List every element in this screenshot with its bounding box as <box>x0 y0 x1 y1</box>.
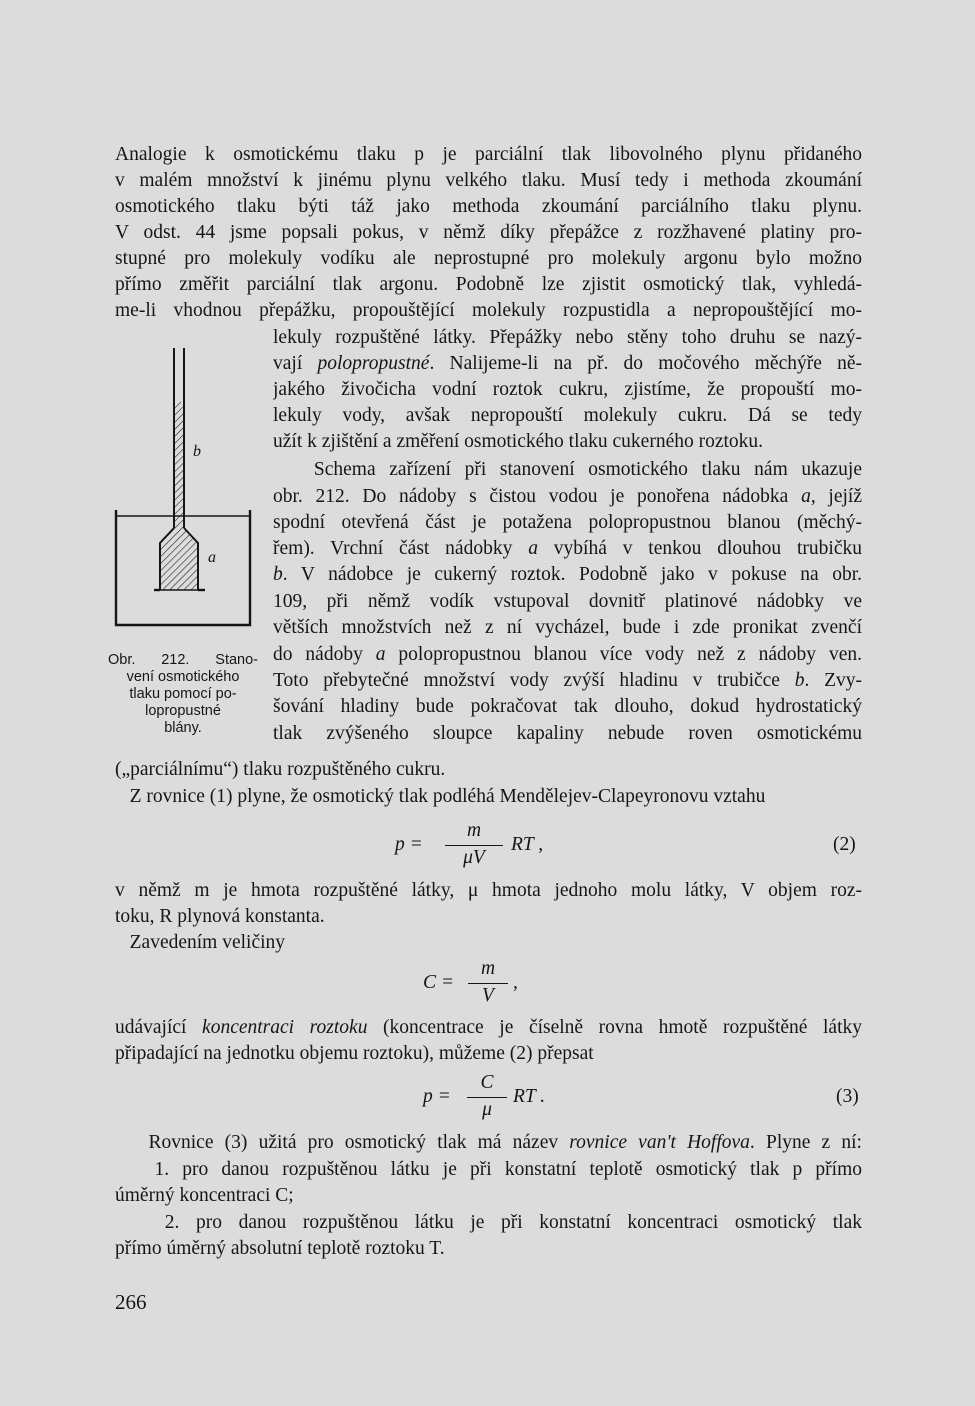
text-line: 109, při němž vodík vstupoval dovnitř platinové nádobky ve <box>273 591 862 612</box>
caption-line: Obr. 212. Stano- <box>108 652 258 668</box>
text-line: Analogie k osmotickému tlaku p je parciální tlak libovolného plynu přidaného <box>115 144 862 165</box>
caption-line: blány. <box>164 720 202 736</box>
text-line: („parciálnímu“) tlaku rozpuštěného cukru. <box>115 759 446 780</box>
text-line: osmotického tlaku býti táž jako methoda zkoumání parciálního tlaku plynu. <box>115 196 862 217</box>
text-line: do nádoby a polopropustnou blanou více vody než z nádoby ven. <box>273 644 862 665</box>
text-line: Toto přebytečné množství vody zvýší hladinu v trubičce b. Zvy- <box>273 670 862 691</box>
caption-line: tlaku pomocí po- <box>129 686 237 702</box>
text-line: stupné pro molekuly vodíku ale neprostupné pro molekuly argonu bylo možno <box>115 248 862 269</box>
text-line: Schema zařízení při stanovení osmotického tlaku nám ukazuje <box>273 459 862 480</box>
tube-liquid <box>174 402 184 528</box>
equation-3: p = C μ RT . <box>423 1072 546 1120</box>
text-line: přímo změřit parciální tlak argonu. Podobně lze zjistit osmotický tlak, vyhledá- <box>115 274 862 295</box>
text-line: spodní otevřená část je potažena polopropustnou blanou (měchý- <box>273 512 862 533</box>
text-line: jakého živočicha vodní roztok cukru, zjistíme, že propouští mo- <box>273 379 862 400</box>
caption-line: lopropustné <box>145 703 221 719</box>
figure-label-b: b <box>193 443 201 460</box>
page-number: 266 <box>115 1290 147 1314</box>
text-line: úměrný koncentraci C; <box>115 1185 294 1206</box>
equation-concentration: C = m V , <box>423 958 518 1006</box>
text-line: vají polopropustné. Nalijeme-li na př. do močového měchýře ně- <box>273 353 862 374</box>
text-line: V odst. 44 jsme popsali pokus, v němž díky přepážce z rozžhavené platiny pro- <box>115 222 862 243</box>
list-item: 1. pro danou rozpuštěnou látku je při konstatní teplotě osmotický tlak p přímo <box>115 1159 862 1180</box>
text-line: udávající koncentraci roztoku (koncentrace je číselně rovna hmotě rozpuštěné látky <box>115 1017 862 1038</box>
text-line: šování hladiny bude pokračovat tak dlouho, dokud hydrostatický <box>273 696 862 717</box>
figure-caption <box>108 652 258 737</box>
text-line: me-li vhodnou přepážku, propouštějící molekuly rozpustidla a nepropouštějící mo- <box>115 300 862 321</box>
text-line: lekuly rozpuštěné látky. Přepážky nebo stěny toho druhu se nazý- <box>273 327 862 348</box>
text-line: tlak zvýšeného sloupce kapaliny nebude roven osmotickému <box>273 723 862 744</box>
text-line: Rovnice (3) užitá pro osmotický tlak má název rovnice van't Hoffova. Plyne z ní: <box>115 1132 862 1153</box>
text-line: připadající na jednotku objemu roztoku), můžeme (2) přepsat <box>115 1043 594 1064</box>
text-line: užít k zjištění a změření osmotického tlaku cukerného roztoku. <box>273 431 764 452</box>
text-line: toku, R plynová konstanta. <box>115 906 325 927</box>
osmosis-apparatus-figure <box>108 340 268 640</box>
text-line: v malém množství k jinému plynu velkého tlaku. Musí tedy i methoda zkoumání <box>115 170 862 191</box>
text-line: řem). Vrchní část nádobky a vybíhá v tenkou dlouhou trubičku <box>273 538 862 559</box>
equation-number: (3) <box>836 1086 859 1107</box>
caption-line: vení osmotického <box>126 669 240 685</box>
text-line: lekuly vody, avšak nepropouští molekuly cukru. Dá se tedy <box>273 405 862 426</box>
text-line: Zavedením veličiny <box>115 932 286 953</box>
list-item: 2. pro danou rozpuštěnou látku je při konstatní koncentraci osmotický tlak <box>115 1212 862 1233</box>
text-line: v němž m je hmota rozpuštěné látky, μ hmota jednoho molu látky, V objem roz- <box>115 880 862 901</box>
text-line: přímo úměrný absolutní teplotě roztoku T. <box>115 1238 445 1259</box>
text-line: Z rovnice (1) plyne, že osmotický tlak podléhá Mendělejev-Clapeyronovu vztahu <box>115 786 766 807</box>
text-line: obr. 212. Do nádoby s čistou vodou je ponořena nádobka a, jejíž <box>273 486 862 507</box>
text-line: b. V nádobce je cukerný roztok. Podobně jako v pokuse na obr. <box>273 564 862 585</box>
text-line: větších množstvích než z ní vycházel, bude i zde pronikat zvenčí <box>273 617 862 638</box>
equation-number: (2) <box>833 834 856 855</box>
figure-label-a: a <box>208 549 216 566</box>
equation-2: p = m μV RT , <box>395 820 544 868</box>
